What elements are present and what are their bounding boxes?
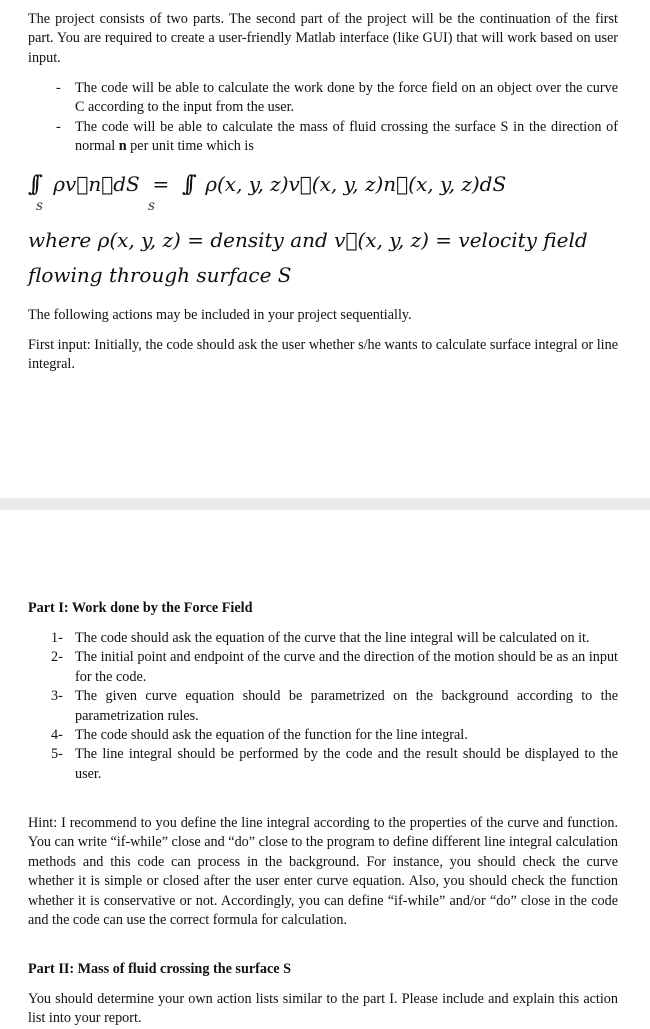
page-separator [0, 498, 650, 510]
part1-heading: Part I: Work done by the Force Field [28, 600, 253, 616]
bullet-item [56, 79, 618, 118]
bullet-item [56, 118, 618, 157]
flow-line: flowing through surface S [28, 263, 292, 287]
step-item [51, 726, 618, 745]
flux-formula [28, 172, 507, 213]
step-text: The given curve equation should be parametrized on the background according to the parametrization rules. [75, 688, 618, 724]
step-text: The line integral should be performed by the code and the result should be displayed to the user. [75, 746, 618, 782]
bullet-mark: - [56, 80, 61, 96]
step-item [51, 687, 618, 726]
bullet-text-before: The code will be able to calculate the mass of fluid crossing the surface S in the direction of normal [75, 118, 618, 155]
bullet-bold-n: n [118, 138, 127, 155]
bullet-text: The code will be able to calculate the work done by the force field on an object over the curve C according to the input from the user. [75, 80, 618, 116]
step-number: 5- [51, 746, 63, 763]
where-line: where ρ(x, y, z) = density and v⃗(x, y, z) = velocity field [28, 228, 588, 252]
integral-subscript: S [36, 202, 43, 213]
step-item [51, 648, 618, 687]
step-number: 2- [51, 649, 63, 666]
double-integral-symbol: ∫∫ [28, 172, 35, 197]
part2-paragraph: You should determine your own action lists similar to the part I. Please include and explain this action list into your report. [28, 991, 618, 1027]
step-text: The code should ask the equation of the curve that the line integral will be calculated on it. [75, 630, 590, 646]
equals-sign: = [146, 172, 176, 196]
following-paragraph: The following actions may be included in your project sequentially. [28, 307, 412, 323]
double-integral-symbol: ∫∫ [181, 172, 189, 197]
step-number: 1- [51, 630, 63, 646]
step-item [51, 745, 618, 784]
intro-paragraph: The project consists of two parts. The second part of the project will be the continuation of the first part. You are required to create a user-friendly Matlab interface (like GUI) that will work based on user input. [28, 11, 618, 66]
step-number: 4- [51, 727, 63, 744]
step-item [51, 629, 618, 648]
formula-rhs: ρ(x, y, z)v⃗(x, y, z)n⃗(x, y, z)dS [205, 172, 507, 196]
first-input-paragraph: First input: Initially, the code should ask the user whether s/he wants to calculate surface integral or line integral. [28, 337, 618, 373]
bullet-mark: - [56, 118, 61, 135]
bullet-text-after: per unit time which is [126, 138, 254, 155]
part1-steps-list [51, 629, 618, 784]
step-number: 3- [51, 688, 63, 705]
part2-heading: Part II: Mass of fluid crossing the surface S [28, 961, 291, 977]
formula-lhs: ρv⃗n⃗dS [53, 172, 140, 196]
step-text: The initial point and endpoint of the curve and the direction of the motion should be as an input for the code. [75, 649, 618, 685]
hint-paragraph: Hint: I recommend to you define the line integral according to the properties of the curve and function. You can write “if-while” close and “do” close to the program to define different line integral calculation methods and this code can process in the background. For instance, you should check the curve whether it is simple or closed after the user enter curve equation. Also, you should check the function whether it is conservative or not. Accordingly, you can define “if-while” and/or “do” close in the code and the code can use the correct formula for calculation. [28, 815, 619, 929]
step-text: The code should ask the equation of the function for the line integral. [75, 727, 468, 744]
integral-subscript: S [148, 202, 155, 213]
bullet-list [56, 79, 618, 157]
